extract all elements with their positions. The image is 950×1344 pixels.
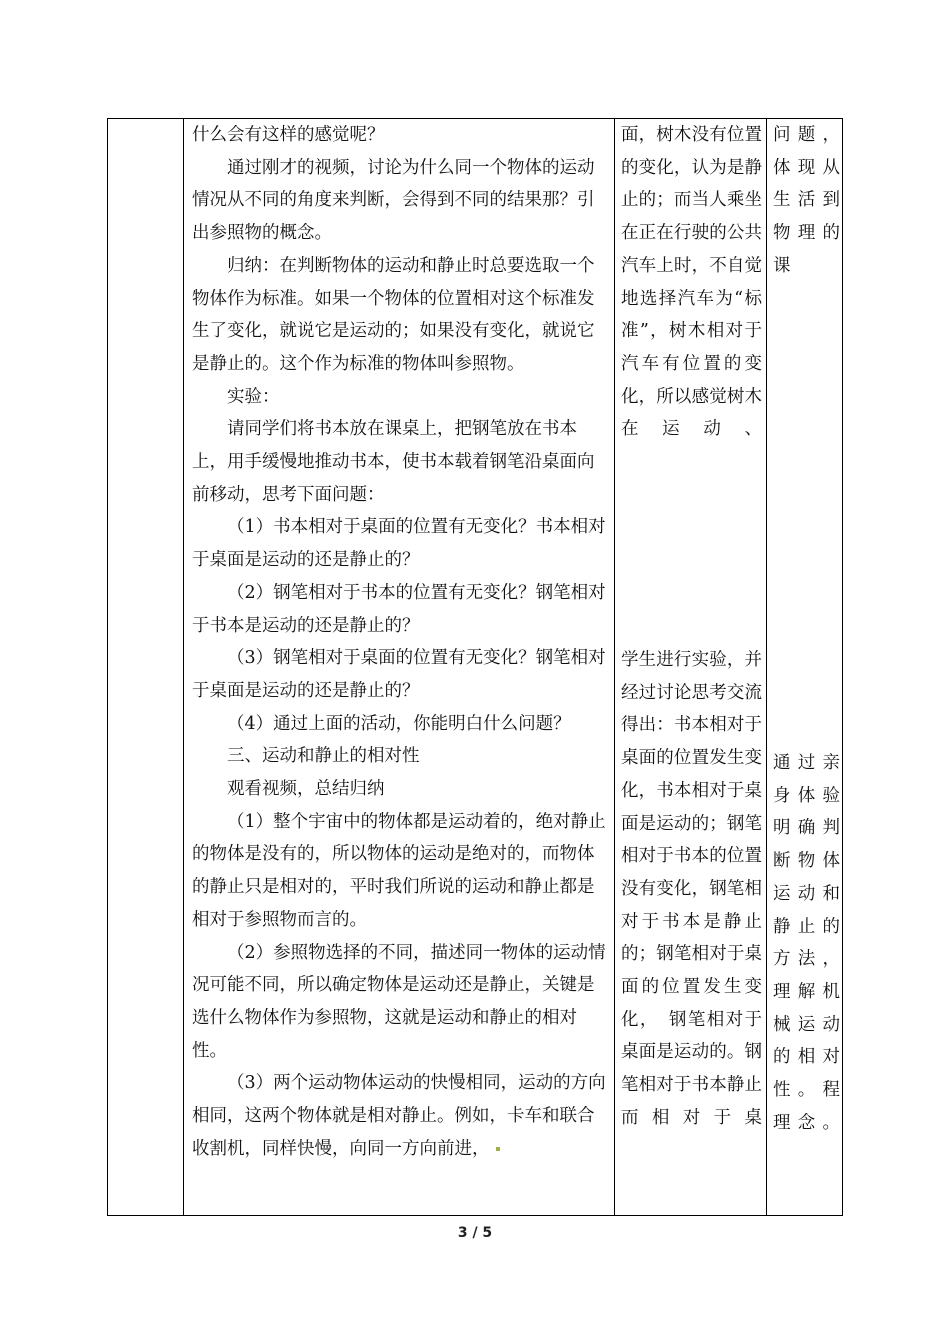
teaching-process-column <box>184 119 615 1215</box>
lesson-paragraph <box>192 1067 608 1165</box>
lesson-paragraph: 通过刚才的视频，讨论为什么同一个物体的运动情况从不同的角度来判断，会得到不同的结果那？引出参照物的概念。 <box>192 157 595 244</box>
design-intent-text: 问题，体现从生活到物理的课 <box>773 125 840 276</box>
lesson-plan-table <box>107 118 858 1216</box>
lesson-paragraph: 观看视频，总结归纳 <box>227 779 385 800</box>
lesson-paragraph: （2）钢笔相对于书本的位置有无变化？钢笔相对于书本是运动的还是静止的？ <box>192 582 606 636</box>
lesson-paragraph-text: （3）两个运动物体运动的快慢相同，运动的方向相同，这两个物体就是相对静止。例如，卡车和联合收割机，同样快慢，向同一方向前进， <box>192 1073 606 1159</box>
design-intent-text: 通过亲身体验明确判断物体运动和静止的方法，理解机械运动的相对性。程 理念。 <box>773 753 858 1133</box>
design-intent-column <box>767 119 858 1215</box>
student-activity-column <box>615 119 767 1215</box>
marker-dot <box>496 1147 500 1151</box>
lesson-paragraph: 什么会有这样的感觉呢？ <box>192 125 385 145</box>
lesson-paragraph: （4）通过上面的活动，你能明白什么问题？ <box>227 713 571 734</box>
lesson-paragraph: （2）参照物选择的不同，描述同一物体的运动情况可能不同，所以确定物体是运动还是静止，关键是选什么物体作为参照物，这就是运动和静止的相对性。 <box>192 942 606 1061</box>
lesson-paragraph: 请同学们将书本放在课桌上，把钢笔放在书本上，用手缓慢地推动书本，使书本载着钢笔沿桌面向前移动，思考下面问题： <box>192 419 595 505</box>
lesson-paragraph: （1）书本相对于桌面的位置有无变化？书本相对于桌面是运动的还是静止的？ <box>192 517 606 571</box>
lesson-paragraph: （1）整个宇宙中的物体都是运动着的，绝对静止的物体是没有的，所以物体的运动是绝对的，而物体的静止只是相对的，平时我们所说的运动和静止都是相对于参照物而言的。 <box>192 811 606 930</box>
lesson-paragraph: 实验： <box>227 386 280 407</box>
student-activity-text: 学生进行实验，并经过讨论思考交流得出：书本相对于桌面的位置发生变化，书本相对于桌面是运动的；钢笔相对于书本的位置没有变化，钢笔相对于书本是静止的；钢笔相对于桌面的位置发生变化， 钢笔相对于桌面是运动的。钢笔相对于书本静止而相对于桌 <box>621 650 762 1128</box>
page-number: 3 / 5 <box>457 1225 493 1241</box>
section-heading: 三、运动和静止的相对性 <box>227 746 420 767</box>
student-activity-text: 面，树木没有位置的变化，认为是静止的；而当人乘坐在正在行驶的公共汽车上时，不自觉地选择汽车为“标准”，树木相对于汽车有位置的变化，所以感觉树木在运动、 <box>621 125 762 440</box>
lesson-paragraph: （3）钢笔相对于桌面的位置有无变化？钢笔相对于桌面是运动的还是静止的？ <box>192 648 606 701</box>
lesson-paragraph: 归纳：在判断物体的运动和静止时总要选取一个物体作为标准。如果一个物体的位置相对这个标准发生了变化，就说它是运动的；如果没有变化，就说它是静止的。这个作为标准的物体叫参照物。 <box>192 255 595 374</box>
